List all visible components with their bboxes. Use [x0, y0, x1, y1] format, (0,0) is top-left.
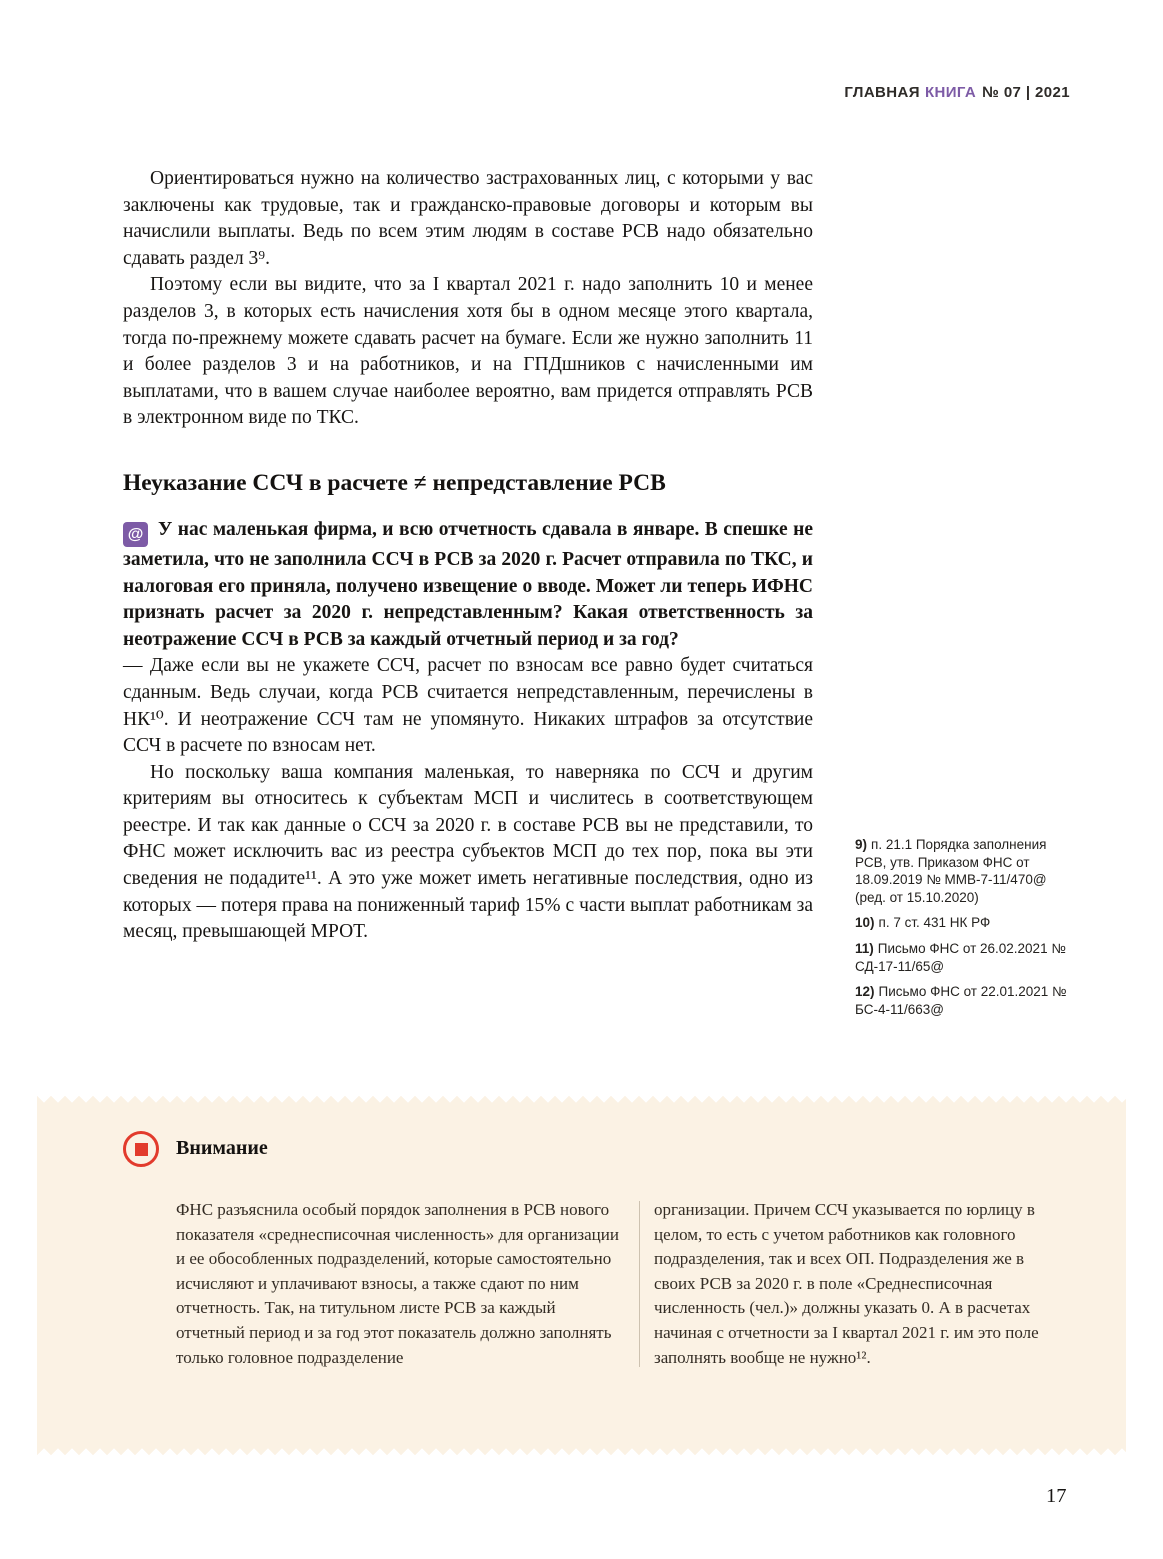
- answer-paragraph: — Даже если вы не укажете ССЧ, расчет по взносам все равно будет считаться сданным. Ведь случаи, когда РСВ считается непредставленным, перечислены в НК¹⁰. И неотражение ССЧ там не упомянуто. Никаких штрафов за отсутствие ССЧ в расчете по взносам нет.: [123, 655, 813, 757]
- footnote-text: Письмо ФНС от 26.02.2021 № СД-17-11/65@: [855, 940, 1066, 974]
- body-paragraph: Поэтому если вы видите, что за I квартал 2021 г. надо заполнить 10 и менее разделов 3, в которых есть начисления хотя бы в одном месяце этого квартала, тогда по-прежнему можете сдавать расчет на бумаге. Если же нужно заполнить 11 и более разделов 3 и на работников, и на ГПДшников с начисленными им выплатами, что в вашем случае наиболее вероятно, вам придется отправлять РСВ в электронном виде по ТКС.: [123, 274, 813, 429]
- attention-record-icon: [123, 1131, 159, 1167]
- answer-paragraph: Но поскольку ваша компания маленькая, то наверняка по ССЧ и другим критериям вы относитесь к субъектам МСП и числитесь в соответствующем реестре. И так как данные о ССЧ за 2020 г. в составе РСВ вы не представили, то ФНС может исключить вас из реестра субъектов МСП до тех пор, пока вы эти сведения не подадите¹¹. А это уже может иметь негативные последствия, одно из которых — потеря права на пониженный тариф 15% с части выплат работникам за месяц, превышающей МРОТ.: [123, 761, 813, 943]
- footnote: [855, 940, 1077, 975]
- footnote: [855, 836, 1077, 906]
- footnote-text: п. 21.1 Порядка заполнения РСВ, утв. Приказом ФНС от 18.09.2019 № ММВ-7-11/470@ (ред. от 15.10.2020): [855, 837, 1047, 905]
- attention-column-left: ФНС разъяснила особый порядок заполнения в РСВ нового показателя «среднесписочная численность» для организации и ее обособленных подразделений, которые самостоятельно исчисляют и уплачивают взносы, а также сдают по ним отчетность. Так, на титульном листе РСВ за каждый отчетный период и за год этот показатель должно заполнять только головное подразделение: [176, 1200, 619, 1367]
- footnote-number: 9): [855, 837, 868, 852]
- footnote-text: п. 7 ст. 431 НК РФ: [878, 915, 991, 931]
- attention-title: Внимание: [176, 1137, 268, 1159]
- issue-number: № 07 | 2021: [982, 84, 1070, 101]
- reader-question-icon: @: [123, 522, 148, 547]
- footnote-number: 12): [855, 984, 875, 1000]
- column-divider: [639, 1201, 640, 1367]
- footnote-text: Письмо ФНС от 22.01.2021 № БС-4-11/663@: [855, 984, 1067, 1017]
- section-heading: Неуказание ССЧ в расчете ≠ непредставление РСВ: [123, 469, 666, 496]
- question-text: У нас маленькая фирма, и всю отчетность сдавала в январе. В спешке не заметила, что не заполнила ССЧ в РСВ за 2020 г. Расчет отправила по ТКС, и налоговая его приняла, получено извещение о вводе. Может ли теперь ИФНС признать расчет за 2020 г. непредставленным? Какая ответственность за неотражение ССЧ в РСВ за каждый отчетный период и за год?: [123, 518, 813, 650]
- attention-columns: [176, 1198, 1054, 1370]
- attention-column-right: организации. Причем ССЧ указывается по юрлицу в целом, то есть с учетом работников как головного подразделения, так и всех ОП. Подразделения же в своих РСВ за 2020 г. в поле «Среднесписочная численность (чел.)» должны указать 0. А в расчетах начиная с отчетности за I квартал 2021 г. им это поле заполнять вообще не нужно¹².: [654, 1200, 1039, 1367]
- footnote: [855, 983, 1077, 1018]
- masthead: [844, 84, 1070, 101]
- body-paragraph: Ориентироваться нужно на количество застрахованных лиц, с которыми у вас заключены как трудовые, так и гражданско-правовые договоры и которым вы начислили выплаты. Ведь по всем этим людям в составе РСВ надо обязательно сдавать раздел 3⁹.: [123, 168, 813, 269]
- attention-icon-square: [135, 1143, 148, 1156]
- footnotes-sidebar: [855, 836, 1077, 1026]
- question-paragraph: [123, 517, 813, 653]
- footnote: [855, 914, 1077, 932]
- footnote-number: 11): [855, 940, 874, 956]
- page-number: 17: [1046, 1485, 1067, 1507]
- magazine-title-part2: КНИГА: [924, 84, 977, 101]
- magazine-title-part1: ГЛАВНАЯ: [844, 84, 920, 101]
- attention-box: [37, 1104, 1126, 1447]
- article-body: [123, 166, 813, 946]
- footnote-number: 10): [855, 915, 875, 931]
